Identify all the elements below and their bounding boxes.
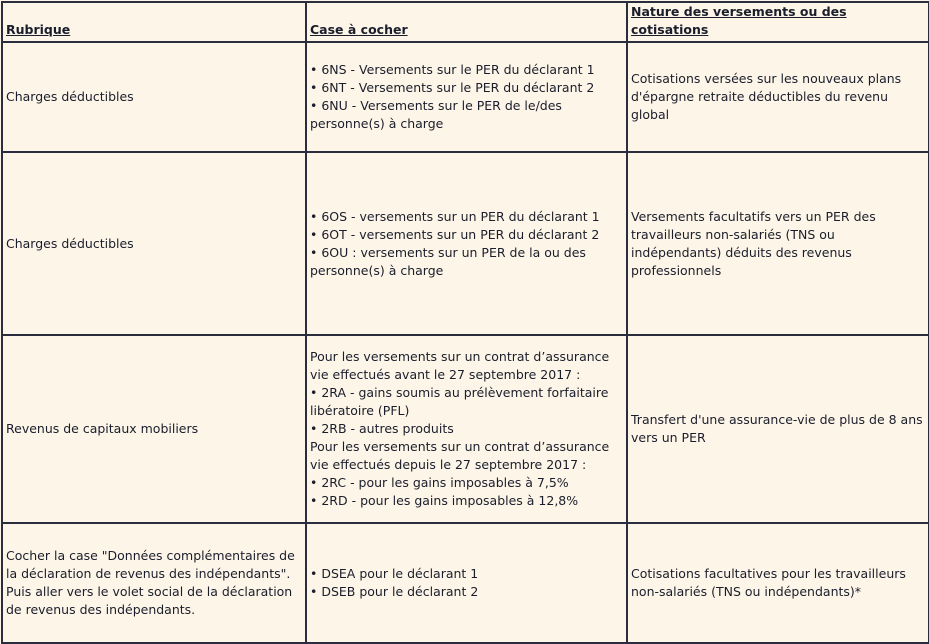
case-line: • 6OT - versements sur un PER du déclarant 2: [310, 226, 600, 242]
case-cell: [306, 335, 627, 523]
table-header-row: [2, 2, 929, 42]
case-line: • 2RB - autres produits: [310, 421, 454, 436]
rubrique-cell: Cocher la case "Données complémentaires de la déclaration de revenus des indépendants". Puis aller vers le volet social de la déclaration de revenus des indépendants.: [2, 523, 306, 643]
case-line: • 6NS - Versements sur le PER du déclarant 1: [310, 62, 595, 77]
rubrique-cell: Charges déductibles: [2, 152, 306, 335]
nature-cell: Transfert d'une assurance-vie de plus de 8 ans vers un PER: [627, 335, 929, 523]
rubrique-cell: Revenus de capitaux mobiliers: [2, 335, 306, 523]
table-row: [2, 152, 929, 335]
header-rubrique: Rubrique: [2, 2, 306, 42]
case-line: Pour les versements sur un contrat d’assurance vie effectués avant le 27 septembre 2017 :: [310, 349, 610, 382]
case-line: • 6NU - Versements sur le PER de le/des personne(s) à charge: [310, 98, 562, 131]
nature-cell: Versements facultatifs vers un PER des travailleurs non-salariés (TNS ou indépendants) déduits des revenus professionnels: [627, 152, 929, 335]
case-line: • DSEA pour le déclarant 1: [310, 566, 479, 581]
nature-cell: Cotisations versées sur les nouveaux plans d'épargne retraite déductibles du revenu global: [627, 42, 929, 152]
case-line: • 2RD - pour les gains imposables à 12,8%: [310, 493, 579, 508]
case-line: • DSEB pour le déclarant 2: [310, 584, 479, 599]
case-line: • 2RC - pour les gains imposables à 7,5%: [310, 475, 569, 490]
case-line: Pour les versements sur un contrat d’assurance vie effectués depuis le 27 septembre 2017 :: [310, 439, 610, 472]
case-cell: [306, 523, 627, 643]
case-line: • 6OS - versements sur un PER du déclarant 1: [310, 208, 600, 224]
rubrique-cell: Charges déductibles: [2, 42, 306, 152]
case-line: • 6NT - Versements sur le PER du déclarant 2: [310, 80, 595, 95]
case-line: • 6OU : versements sur un PER de la ou des personne(s) à charge: [310, 244, 586, 278]
per-deduction-table: [1, 1, 929, 644]
nature-cell: Cotisations facultatives pour les travailleurs non-salariés (TNS ou indépendants)*: [627, 523, 929, 643]
table-row: [2, 42, 929, 152]
table-row: [2, 523, 929, 643]
table-row: [2, 335, 929, 523]
case-cell: [306, 152, 627, 335]
header-nature: Nature des versements ou des cotisations: [627, 2, 929, 42]
case-cell: [306, 42, 627, 152]
header-case-a-cocher: Case à cocher: [306, 2, 627, 42]
case-line: • 2RA - gains soumis au prélèvement forfaitaire libératoire (PFL): [310, 385, 609, 418]
